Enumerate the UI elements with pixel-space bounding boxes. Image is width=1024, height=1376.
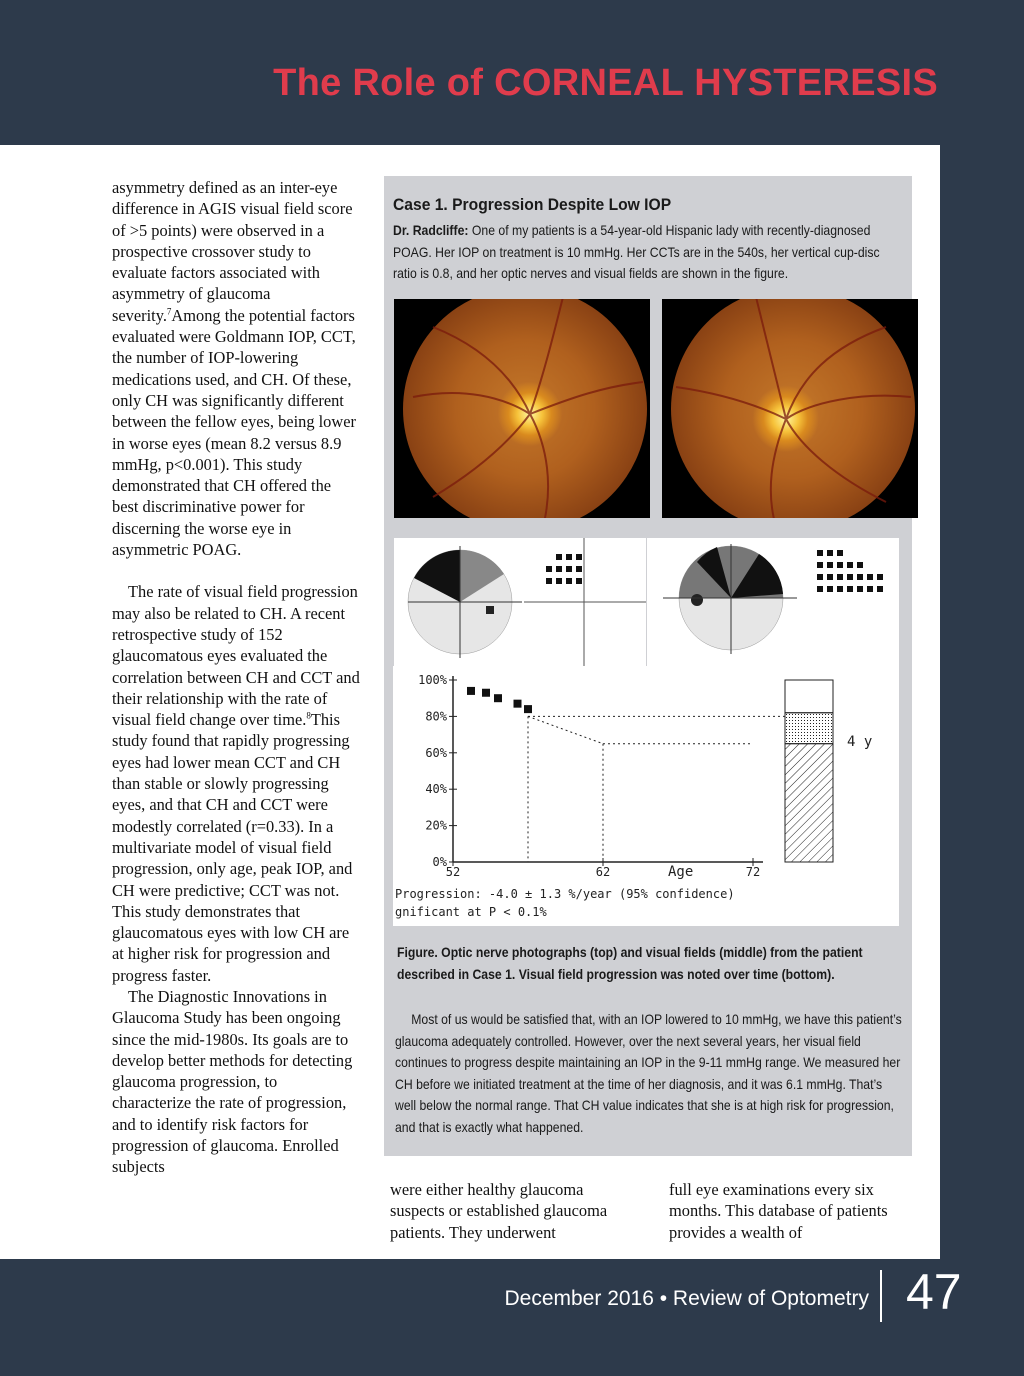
visual-field-plot-right <box>394 538 646 666</box>
bar-segment-hatched <box>785 744 833 862</box>
column-3: full eye examinations every six months. This database of patients provides a wealth of <box>669 1180 888 1242</box>
y-tick-label: 0% <box>432 855 447 869</box>
optic-nerve-image <box>671 299 915 518</box>
data-point <box>494 694 502 702</box>
progression-note: Progression: -4.0 ± 1.3 %/year (95% confidence) <box>395 887 735 901</box>
progression-chart <box>393 666 899 926</box>
figure-caption: Figure. Optic nerve photographs (top) and visual fields (middle) from the patient described in Case 1. Visual field progression was noted over time (bottom). <box>397 945 863 982</box>
fundus-photo-left-eye <box>662 299 918 518</box>
case-heading: Case 1. Progression Despite Low IOP <box>393 195 672 214</box>
reference-7: 7 <box>166 306 172 317</box>
data-point <box>524 705 532 713</box>
trend-line <box>528 716 603 743</box>
page-number: 47 <box>906 1264 962 1320</box>
column-1 <box>112 177 360 1178</box>
y-tick-label: 20% <box>425 818 447 833</box>
x-tick-label: 72 <box>745 865 761 879</box>
significance-note: gnificant at P < 0.1% <box>395 905 547 919</box>
sidebar-paragraph: Most of us would be satisfied that, with an IOP lowered to 10 mmHg, we have this patient’s glaucoma adequately controlled. However, over the next several years, her visual field continues to progress despite maintaining an IOP in the 9-11 mmHg range. We measured her CH before we initiated treatment at the time of her diagnosis, and it was 6.1 mmHg. That’s well below the normal range. That CH value indicates that she is at high risk for progression, and that is exactly what happened. <box>395 1012 902 1135</box>
col1-paragraph-1: asymmetry defined as an inter-eye difference in AGIS visual field score of >5 points) were observed in a prospective crossover study to evaluate factors associated with asymmetry of glaucoma severity.$^7$Among the potential factors evaluated were Goldmann IOP, CCT, the number of IOP-lowering medications used, and CH. Of these, only CH was significantly different between the fellow eyes, being lower in worse eyes (mean 8.2 versus 8.9 mmHg, p<0.001). This study demonstrated that CH offered the best discriminative power for discerning the worse eye in asymmetric POAG. <box>112 178 356 560</box>
y-tick-label: 100% <box>418 673 447 687</box>
optic-nerve-image <box>403 299 647 518</box>
reference-8: 8 <box>306 710 311 721</box>
article-title: The Role of CORNEAL HYSTERESIS <box>273 62 938 104</box>
progression-graph <box>393 666 899 926</box>
fundus-photo-right-eye <box>394 299 650 518</box>
col1-paragraph-2: The rate of visual field progression may also be related to CH. A recent retrospective study of 152 glaucomatous eyes evaluated the correlation between CH and CCT and their relationship with the rate of visual field change over time.$^8$This study found that rapidly progressing eyes had lower mean CCT and CH than stable or slowly progressing eyes, and that CH and CCT were modestly correlated (r=0.33). In a multivariate model of visual field progression, only age, peak IOP, and CH were predictive; CCT was not. This study demonstrates that glaucomatous eyes with low CH are at higher risk for progression and progress faster. <box>112 582 360 985</box>
bar-segment-empty <box>785 680 833 713</box>
visual-field-plot-left <box>647 538 899 666</box>
col1-paragraph-3: The Diagnostic Innovations in Glaucoma Study has been ongoing since the mid-1980s. Its goals are to develop better methods for detecting glaucoma progression, to characterize the rate of progression, and to identify risk factors for progression of glaucoma. Enrolled subjects <box>112 986 353 1177</box>
x-tick-label: 62 <box>595 865 611 879</box>
speaker-name: Dr. Radcliffe: <box>393 223 469 238</box>
publication-info: December 2016 • Review of Optometry <box>504 1287 869 1310</box>
footer-divider <box>880 1270 882 1322</box>
y-tick-label: 80% <box>425 709 447 724</box>
y-tick-label: 40% <box>425 782 447 797</box>
y-tick-label: 60% <box>425 745 447 760</box>
data-point <box>514 700 522 708</box>
column-2: were either healthy glaucoma suspects or established glaucoma patients. They underwent <box>390 1180 608 1242</box>
data-point <box>482 689 490 697</box>
x-axis-label: Age <box>668 864 694 880</box>
bar-label: 4 y <box>847 734 873 750</box>
bar-segment-dotted <box>785 713 833 744</box>
case-body: Dr. Radcliffe: One of my patients is a 54-year-old Hispanic lady with recently-diagnosed POAG. Her IOP on treatment is 10 mmHg. Her CCTs are in the 540s, her vertical cup-disc ratio is 0.8, and her optic nerves and visual fields are shown in the figure. <box>393 223 880 281</box>
page-body <box>0 145 940 1259</box>
x-tick-label: 52 <box>445 865 461 879</box>
data-point <box>467 687 475 695</box>
case-sidebar <box>384 176 912 1156</box>
